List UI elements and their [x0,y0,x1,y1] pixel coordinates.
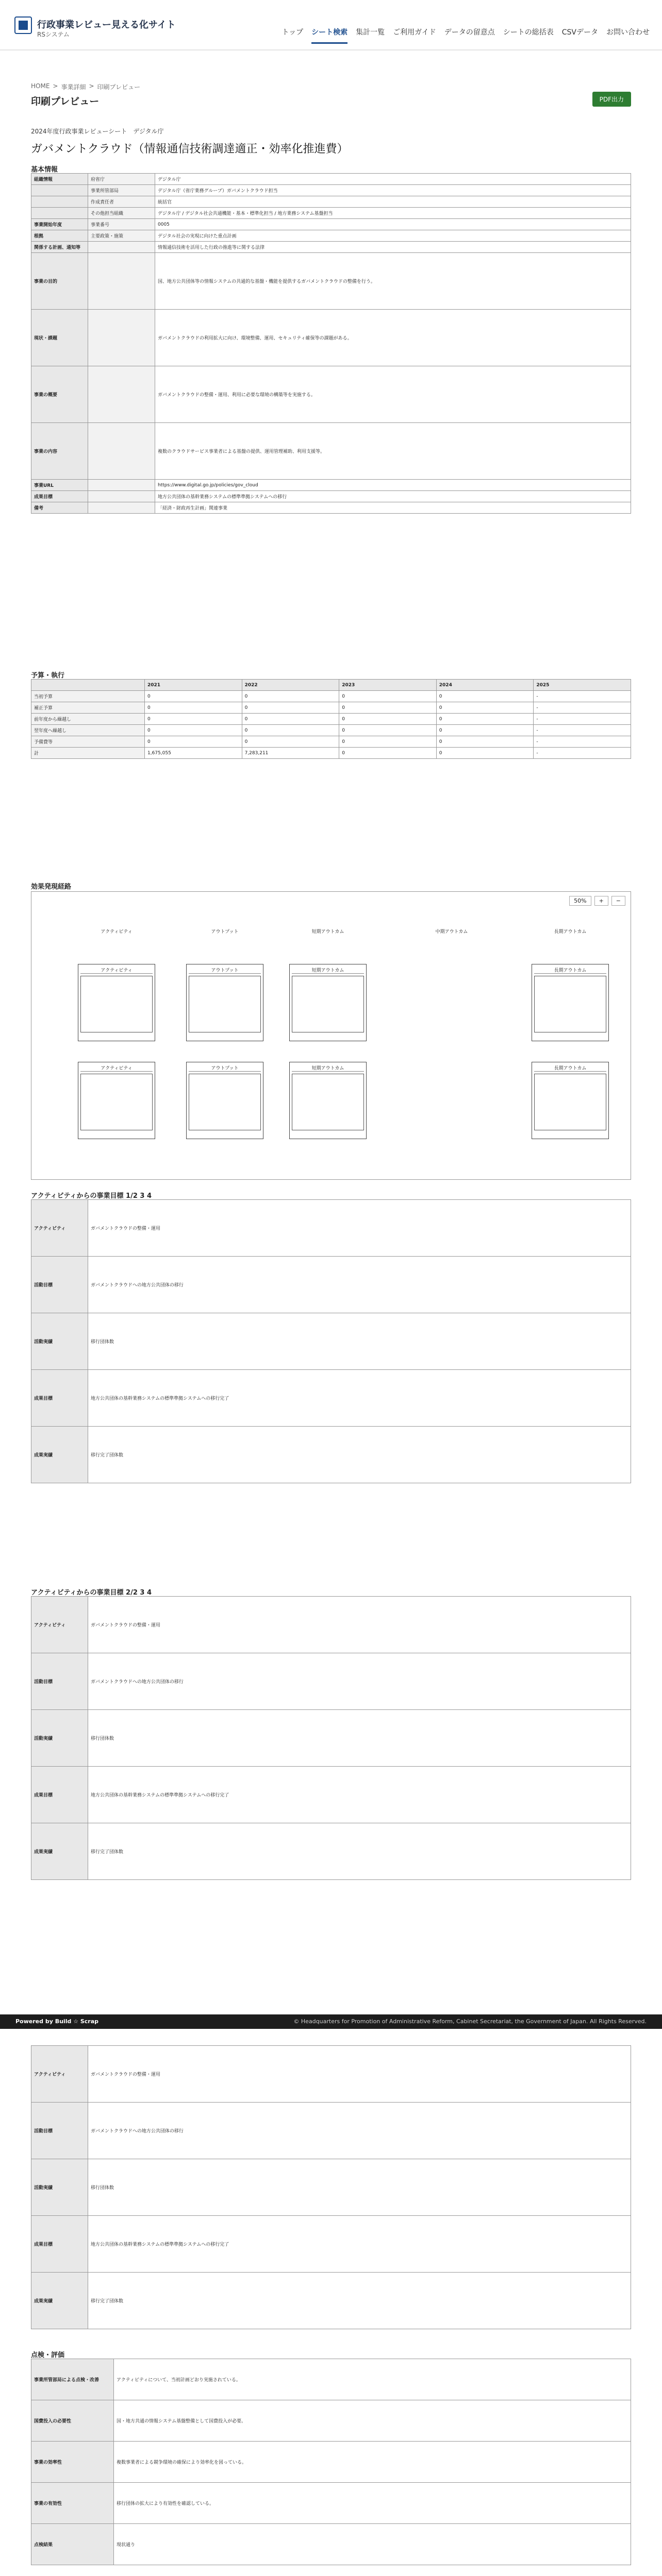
row-value: ガバメントクラウドへの地方公共団体の移行 [88,2103,631,2159]
row-subheader: 府省庁 [88,174,155,185]
budget-value: 0 [145,702,242,714]
table-row [31,2273,631,2329]
row-subheader: その他担当組織 [88,208,155,219]
row-value: ガバメントクラウドの整備・運用 [88,1597,631,1653]
row-header: 成果目標 [31,491,88,502]
flow-node[interactable] [289,964,367,1041]
flow-node[interactable] [532,1062,609,1139]
row-subheader: 事業所管部局 [88,185,155,196]
flow-node-body [292,1074,364,1130]
budget-value: - [534,691,631,702]
budget-value: 0 [339,725,437,736]
row-value: ガバメントクラウドの整備・運用、利用に必要な環境の構築等を実施する。 [155,366,631,423]
row-header: 点検結果 [31,2524,114,2565]
row-value: 地方公共団体の基幹業務システムの標準準拠システムへの移行完了 [88,2216,631,2273]
breadcrumb-separator: > [89,82,94,90]
table-row [31,1823,631,1880]
flow-column-label: 短期アウトカム [311,929,344,935]
row-value: 移行完了団体数 [88,1427,631,1483]
table-row [31,2524,631,2565]
breadcrumb-home[interactable]: HOME [31,82,50,90]
activity-table-3 [31,2045,631,2329]
flow-node[interactable] [532,964,609,1041]
nav-summary[interactable]: 集計一覧 [356,28,385,37]
row-header: 根拠 [31,230,88,242]
budget-value: 0 [436,725,534,736]
table-row [31,185,631,196]
flow-column-label: 中期アウトカム [435,929,468,935]
table-row [31,1200,631,1257]
site-title[interactable]: 行政事業レビュー見える化サイト [37,20,176,30]
activity-table-1 [31,1199,631,1483]
row-value: 統括官 [155,196,631,208]
row-header: 現状・課題 [31,310,88,366]
table-row [31,491,631,502]
table-row [31,2359,631,2400]
table-row [31,1767,631,1823]
row-header: 事業の目的 [31,253,88,310]
breadcrumb-separator: > [53,82,58,90]
zoom-toolbar [569,896,625,906]
budget-value: 0 [242,702,339,714]
table-row [31,310,631,366]
row-header: 活動目標 [31,1653,88,1710]
row-value: 情報通信技術を活用した行政の推進等に関する法律 [155,242,631,253]
row-subheader [88,366,155,423]
budget-value: - [534,714,631,725]
page-title: 印刷プレビュー [31,96,100,107]
flow-node[interactable] [186,964,263,1041]
row-header: アクティビティ [31,1597,88,1653]
row-value: https://www.digital.go.jp/policies/gov_cloud [155,480,631,491]
row-subheader: 事業番号 [88,219,155,230]
budget-value: 0 [436,748,534,759]
row-value: 移行団体の拡大により有効性を確認している。 [114,2483,631,2524]
section-budget: 予算・執行 [31,672,65,680]
section-basic: 基本情報 [31,166,58,174]
nav-sheet-search[interactable]: シート検索 [311,27,347,44]
row-value: 移行完了団体数 [88,1823,631,1880]
row-value: 移行団体数 [88,1710,631,1767]
budget-value: 0 [339,736,437,748]
table-row [31,502,631,514]
row-header: アクティビティ [31,2046,88,2103]
budget-value: - [534,736,631,748]
table-row [31,242,631,253]
row-header: 関係する計画、通知等 [31,242,88,253]
row-value: ガバメントクラウドの整備・運用 [88,2046,631,2103]
budget-value: 0 [436,691,534,702]
breadcrumb-detail[interactable]: 事業詳細 [61,83,86,91]
basic-info-table [31,173,631,514]
row-header: 活動実績 [31,1313,88,1370]
table-row [31,1427,631,1483]
budget-value: 0 [339,714,437,725]
row-value: 国、地方公共団体等の情報システムの共通的な基盤・機能を提供するガバメントクラウドの整備を行う。 [155,253,631,310]
flow-node[interactable] [78,964,155,1041]
column-header: 2024 [436,680,534,691]
table-row [31,1710,631,1767]
column-header: 2023 [339,680,437,691]
row-header: 事業の有効性 [31,2483,114,2524]
table-row [31,2046,631,2103]
flow-node-body [292,976,364,1032]
row-subheader [88,491,155,502]
footer-brand: Powered by Build ☆ Scrap [15,2018,99,2025]
breadcrumb-current: 印刷プレビュー [97,83,141,91]
footer-copyright: © Headquarters for Promotion of Administrative Reform, Cabinet Secretariat, the Government of Japan. All Rights Reserved. [293,2018,647,2025]
row-value: 地方公共団体の基幹業務システムの標準準拠システムへの移行完了 [88,1767,631,1823]
zoom-level[interactable]: 50% [569,896,591,906]
row-header [31,196,88,208]
row-header: 翌年度へ繰越し [31,725,145,736]
column-header: 2025 [534,680,631,691]
row-header: 成果実績 [31,2273,88,2329]
review-table [31,2359,631,2565]
table-row [31,714,631,725]
nav-sheet-summary[interactable]: シートの総括表 [503,28,554,37]
nav-top[interactable]: トップ [282,28,304,37]
table-row [31,196,631,208]
table-row [31,1597,631,1653]
flow-node-title: 長期アウトカム [534,1064,606,1072]
flow-node[interactable] [78,1062,155,1139]
table-row [31,748,631,759]
row-header: 当初予算 [31,691,145,702]
flow-node-title: アクティビティ [80,967,153,974]
table-row [31,702,631,714]
budget-value: 0 [436,702,534,714]
flow-node-body [534,1074,606,1130]
row-header: 事業開始年度 [31,219,88,230]
flow-node-title: アクティビティ [80,1064,153,1072]
effect-path-chart [31,891,631,1180]
flow-node-body [189,976,261,1032]
table-row [31,366,631,423]
row-value: 複数のクラウドサービス事業者による基盤の提供、運用管理補助、利用支援等。 [155,423,631,480]
flow-node-body [189,1074,261,1130]
nav-data-notes[interactable]: データの留意点 [444,28,495,37]
budget-value: 0 [339,748,437,759]
row-value: アクティビティについて、当初計画どおり実施されている。 [114,2359,631,2400]
row-header: 成果実績 [31,1427,88,1483]
column-header: 2021 [145,680,242,691]
row-header: アクティビティ [31,1200,88,1257]
table-header-row [31,680,631,691]
row-header: 補正予算 [31,702,145,714]
flow-node-title: アウトプット [189,967,261,974]
row-header: 活動目標 [31,1257,88,1313]
row-header: 成果目標 [31,1370,88,1427]
row-header: 備考 [31,502,88,514]
budget-value: 0 [339,702,437,714]
table-row [31,253,631,310]
zoom-out-button[interactable]: − [611,896,625,906]
table-row [31,208,631,219]
row-value: 0005 [155,219,631,230]
budget-value: 0 [242,714,339,725]
flow-column-label: アクティビティ [101,929,133,935]
row-value: ガバメントクラウドの整備・運用 [88,1200,631,1257]
nav-contact[interactable]: お問い合わせ [606,28,650,37]
budget-value: 0 [145,714,242,725]
section-review: 点検・評価 [31,2351,65,2359]
column-header [31,680,145,691]
row-header [31,208,88,219]
table-row [31,725,631,736]
row-header [31,185,88,196]
sheet-subtitle: 2024年度行政事業レビューシート デジタル庁 [31,128,164,135]
site-subtitle: RSシステム [37,31,70,38]
row-subheader: 主要政策・施策 [88,230,155,242]
footer-bar [0,2014,662,2029]
flow-node-title: 短期アウトカム [292,1064,364,1072]
row-header: 活動目標 [31,2103,88,2159]
row-value: 「経済・財政再生計画」関連事業 [155,502,631,514]
row-value: 移行団体数 [88,2159,631,2216]
row-header: 事業の効率性 [31,2442,114,2483]
flow-node[interactable] [186,1062,263,1139]
table-row [31,1313,631,1370]
row-header: 組織情報 [31,174,88,185]
zoom-in-button[interactable]: + [594,896,608,906]
row-subheader [88,423,155,480]
table-row [31,2103,631,2159]
table-row [31,1653,631,1710]
activity-table-2 [31,1596,631,1880]
section-activity-1: アクティビティからの事業目標 1/2 3 4 [31,1192,152,1200]
table-row [31,2442,631,2483]
row-value: デジタル庁 [155,174,631,185]
row-header: 予備費等 [31,736,145,748]
flow-column-label: アウトプット [211,929,239,935]
table-row [31,2159,631,2216]
row-value: デジタル社会の実現に向けた重点計画 [155,230,631,242]
table-row [31,2216,631,2273]
table-row [31,2400,631,2442]
row-subheader [88,502,155,514]
row-header: 国費投入の必要性 [31,2400,114,2442]
row-header: 成果目標 [31,1767,88,1823]
row-subheader: 作成責任者 [88,196,155,208]
budget-value: 0 [145,691,242,702]
row-header: 成果実績 [31,1823,88,1880]
table-row [31,2483,631,2524]
flow-node-title: 短期アウトカム [292,967,364,974]
row-header: 事業の内容 [31,423,88,480]
section-activity-2: アクティビティからの事業目標 2/2 3 4 [31,1589,152,1597]
flow-node-title: アウトプット [189,1064,261,1072]
row-value: デジタル庁 / デジタル社会共通機能・基本・標準化担当 / 地方業務システム基盤担当 [155,208,631,219]
site-logo-icon[interactable] [14,16,32,34]
flow-node-body [80,976,153,1032]
row-value: 移行団体数 [88,1313,631,1370]
budget-table [31,679,631,759]
row-value: 地方公共団体の基幹業務システムの標準準拠システムへの移行 [155,491,631,502]
row-value: 複数事業者による競争環境の確保により効率化を図っている。 [114,2442,631,2483]
budget-value: 7,283,211 [242,748,339,759]
flow-node-body [80,1074,153,1130]
row-subheader [88,242,155,253]
row-value: ガバメントクラウドへの地方公共団体の移行 [88,1257,631,1313]
budget-value: 0 [145,736,242,748]
row-value: 現状通り [114,2524,631,2565]
budget-value: 0 [242,691,339,702]
flow-column-label: 長期アウトカム [554,929,587,935]
budget-value: 0 [145,725,242,736]
row-header: 活動実績 [31,1710,88,1767]
budget-value: 0 [339,691,437,702]
table-row [31,736,631,748]
budget-value: 1,675,055 [145,748,242,759]
table-row [31,1257,631,1313]
flow-node[interactable] [289,1062,367,1139]
table-row [31,480,631,491]
row-subheader [88,480,155,491]
row-header: 活動実績 [31,2159,88,2216]
table-row [31,423,631,480]
main-nav [282,27,650,44]
row-header: 事業所管部局による点検・改善 [31,2359,114,2400]
flow-node-title: 長期アウトカム [534,967,606,974]
table-row [31,219,631,230]
flow-node-body [534,976,606,1032]
row-value: 地方公共団体の基幹業務システムの標準準拠システムへの移行完了 [88,1370,631,1427]
budget-value: - [534,725,631,736]
nav-csv[interactable]: CSVデータ [561,28,598,37]
section-effect-path: 効果発現経路 [31,883,72,891]
budget-value: 0 [436,736,534,748]
row-header: 前年度から繰越し [31,714,145,725]
nav-guide[interactable]: ご利用ガイド [393,28,436,37]
row-value: ガバメントクラウドへの地方公共団体の移行 [88,1653,631,1710]
site-header [0,0,662,50]
budget-value: - [534,748,631,759]
table-row [31,230,631,242]
budget-value: 0 [242,725,339,736]
column-header: 2022 [242,680,339,691]
table-row [31,174,631,185]
row-header: 事業の概要 [31,366,88,423]
row-subheader [88,310,155,366]
row-subheader [88,253,155,310]
row-header: 計 [31,748,145,759]
row-value: 移行完了団体数 [88,2273,631,2329]
budget-value: 0 [242,736,339,748]
row-value: ガバメントクラウドの利用拡大に向け、環境整備、運用、セキュリティ確保等の課題がある。 [155,310,631,366]
table-row [31,1370,631,1427]
row-header: 事業URL [31,480,88,491]
row-value: デジタル庁（省庁業務グループ）ガバメントクラウド担当 [155,185,631,196]
row-header: 成果目標 [31,2216,88,2273]
budget-value: 0 [436,714,534,725]
row-value: 国・地方共通の情報システム基盤整備として国費投入が必要。 [114,2400,631,2442]
breadcrumb [31,82,140,91]
pdf-button[interactable]: PDF出力 [592,92,631,107]
sheet-title: ガバメントクラウド（情報通信技術調達適正・効率化推進費） [31,143,349,156]
table-row [31,691,631,702]
budget-value: - [534,702,631,714]
